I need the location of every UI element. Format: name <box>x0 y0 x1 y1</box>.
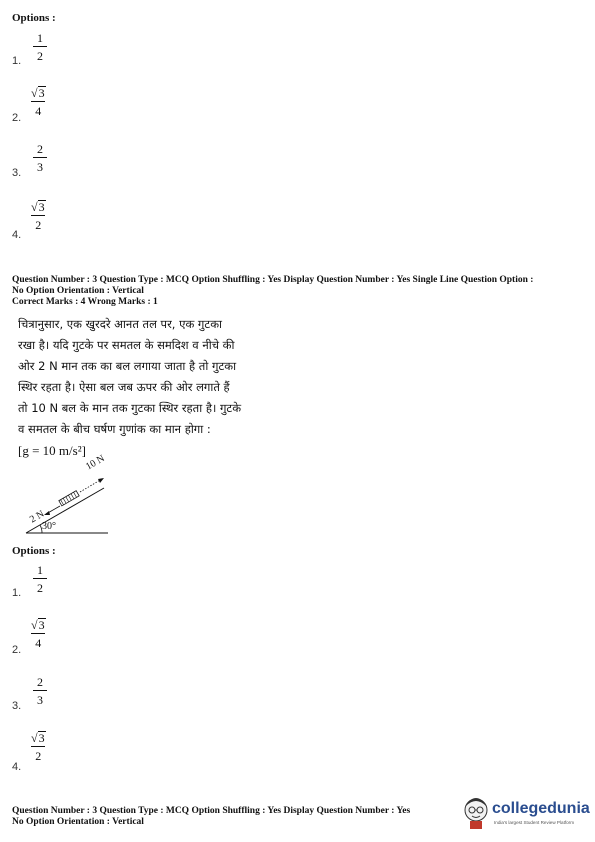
numerator: √ 3 <box>31 618 45 632</box>
footer-meta <box>12 806 452 827</box>
denominator: 2 <box>37 49 43 63</box>
question-line: रखा है। यदि गुटके पर समतल के समदिश व नीचे की <box>18 338 235 352</box>
option-number: 4. <box>12 761 22 773</box>
option-number: 2. <box>12 112 22 124</box>
numerator: √ 3 <box>31 86 45 100</box>
question-line: तो 10 N बल के मान तक गुटका स्थिर रहता है। गुटके <box>18 401 242 415</box>
marks-line: Correct Marks : 4 Wrong Marks : 1 <box>12 297 158 307</box>
question-line: स्थिर रहता है। ऐसा बल जब ऊपर की ओर लगाते हैं <box>18 380 230 394</box>
force-up-label: 10 N <box>84 453 107 473</box>
option-number: 3. <box>12 700 22 712</box>
options-heading-bottom: Options : <box>12 545 56 557</box>
logo-tagline: India's largest Student Review Platform <box>494 820 575 825</box>
meta-line-2: No Option Orientation : Vertical <box>12 285 144 296</box>
arrowhead-icon <box>98 478 104 483</box>
question-meta <box>12 275 587 308</box>
footer-meta-line-1: Question Number : 3 Question Type : MCQ Option Shuffling : Yes Display Question Number : Yes <box>12 806 411 816</box>
denominator: 2 <box>35 749 42 763</box>
option-1-fraction[interactable] <box>33 32 47 62</box>
angle-label: 30° <box>42 521 56 532</box>
numerator: 2 <box>37 675 43 689</box>
option-4-fraction[interactable] <box>29 200 48 231</box>
numerator: √ 3 <box>31 731 45 745</box>
force-up-arrow <box>80 479 102 492</box>
mascot-icon <box>462 796 490 830</box>
sqrt-icon: √ <box>31 200 38 214</box>
option-number: 1. <box>12 55 22 67</box>
arrowhead-icon <box>44 511 50 515</box>
denominator: 2 <box>37 581 43 595</box>
force-down-label: 2 N <box>28 508 47 526</box>
question-line: चित्रानुसार, एक खुरदरे आनत तल पर, एक गुटका <box>18 317 223 331</box>
denominator: 3 <box>37 693 43 707</box>
option-1-fraction[interactable] <box>33 564 47 594</box>
collegedunia-logo[interactable] <box>462 796 592 832</box>
option-number: 3. <box>12 167 22 179</box>
meta-line-1: Question Number : 3 Question Type : MCQ Option Shuffling : Yes Display Question Number : Yes Single Line Question Option : <box>12 275 534 285</box>
numerator: 1 <box>37 31 43 45</box>
numerator: 2 <box>37 142 43 156</box>
denominator: 2 <box>35 218 42 232</box>
option-2-fraction[interactable] <box>29 86 48 117</box>
denominator: 4 <box>35 636 42 650</box>
denominator: 3 <box>37 160 43 174</box>
options-heading-top: Options : <box>12 12 56 24</box>
inclined-plane-diagram <box>20 458 120 538</box>
option-2-fraction[interactable] <box>29 618 48 649</box>
option-4-fraction[interactable] <box>29 731 48 762</box>
sqrt-icon: √ <box>31 618 38 632</box>
numerator: 1 <box>37 563 43 577</box>
question-text <box>18 314 278 461</box>
sqrt-icon: √ <box>31 731 38 745</box>
question-line: व समतल के बीच घर्षण गुणांक का मान होगा : <box>18 422 211 436</box>
gravity-value: [g = 10 m/s²] <box>18 443 86 458</box>
option-number: 1. <box>12 587 22 599</box>
numerator: √ 3 <box>31 200 45 214</box>
footer-meta-line-2: No Option Orientation : Vertical <box>12 816 144 827</box>
option-3-fraction[interactable] <box>33 676 47 706</box>
option-number: 4. <box>12 229 22 241</box>
question-line: ओर 2 N मान तक का बल लगाया जाता है तो गुटका <box>18 359 237 373</box>
denominator: 4 <box>35 104 42 118</box>
option-3-fraction[interactable] <box>33 143 47 173</box>
logo-name: collegedunia <box>492 800 590 817</box>
sqrt-icon: √ <box>31 86 38 100</box>
option-number: 2. <box>12 644 22 656</box>
